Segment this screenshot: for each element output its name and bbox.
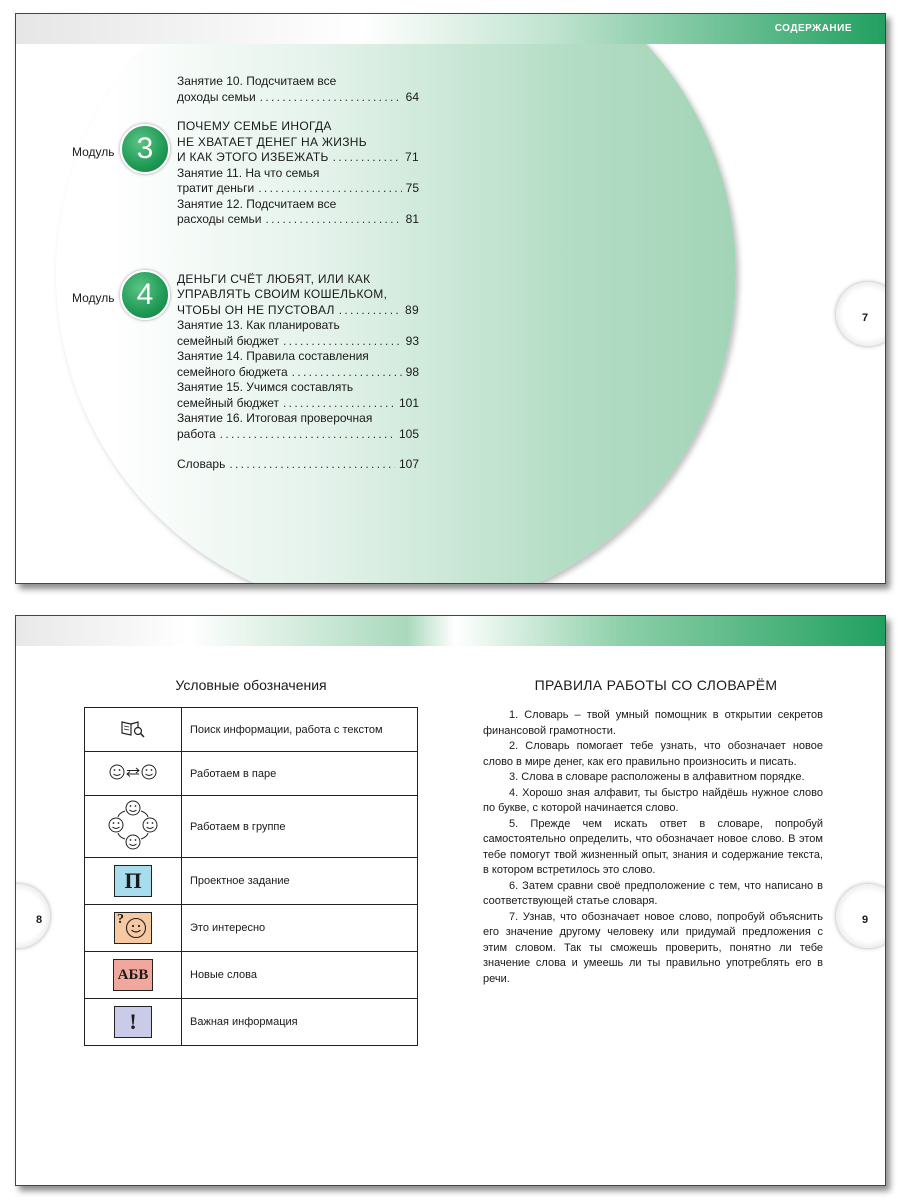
toc-page-number: 101 — [398, 395, 419, 410]
module-title-line: ЧТОБЫ ОН НЕ ПУСТОВАЛ — [177, 302, 335, 317]
header-bar — [16, 616, 885, 646]
toc-entry-text: семейного бюджета — [177, 364, 288, 379]
interesting-icon — [114, 912, 152, 944]
module-3-label: Модуль — [72, 145, 115, 159]
legend-row — [85, 708, 418, 752]
question-mark: ? — [117, 912, 124, 927]
legend-row — [85, 952, 418, 999]
rule-paragraph: 6. Затем сравни своё предположение с тем, что написано в соответствующей статье словаря. — [483, 879, 823, 907]
toc-entry-lesson-15[interactable] — [177, 380, 419, 411]
dot-leader — [333, 150, 401, 166]
toc-entry-lesson-14[interactable] — [177, 349, 419, 380]
page-number-tab-left — [15, 884, 50, 948]
module-4-label: Модуль — [72, 291, 115, 305]
module-4-number: 4 — [136, 278, 154, 311]
rule-paragraph: 1. Словарь – твой умный помощник в открытии секретов финансовой грамотности. — [483, 709, 823, 737]
legend-text: Это интересно — [182, 905, 418, 952]
pages-8-9-sheet — [15, 615, 886, 1186]
section-title: СОДЕРЖАНИЕ — [774, 23, 852, 34]
legend-row — [85, 858, 418, 905]
pair-smileys-icon — [109, 763, 157, 781]
legend-text: Поиск информации, работа с текстом — [182, 708, 418, 752]
rules-text — [483, 708, 823, 987]
toc-entry-text: работа — [177, 426, 216, 441]
legend-row — [85, 796, 418, 858]
toc-page-number: 71 — [405, 150, 419, 164]
page-number: 7 — [862, 312, 869, 324]
toc-page-number: 107 — [398, 457, 419, 471]
legend-text: Важная информация — [182, 999, 418, 1046]
dot-leader — [260, 90, 402, 106]
header-bar — [16, 14, 885, 44]
legend-text: Новые слова — [182, 952, 418, 999]
dot-leader — [258, 181, 401, 197]
toc-page-number: 75 — [405, 181, 419, 195]
rule-paragraph: 5. Прежде чем искать ответ в словаре, попробуй самостоятельно определить, что обозначает новое слово. В этом тебе помогут твой жизненный опыт, знания и содержание текста, в котором встретилось это слово. — [483, 817, 823, 876]
toc-entry-text: тратит деньги — [177, 181, 255, 195]
page-number-right: 9 — [862, 914, 869, 926]
toc-entry-lesson-13[interactable] — [177, 318, 419, 349]
page-number-tab — [836, 282, 886, 346]
new-words-icon: АБВ — [113, 959, 153, 991]
rule-paragraph: 4. Хорошо зная алфавит, ты быстро найдёшь нужное слово по букве, с которой начинается слово. — [483, 786, 823, 814]
toc-entry-lesson-12[interactable] — [177, 197, 419, 228]
dot-leader — [283, 334, 402, 350]
page-7-sheet — [15, 13, 886, 584]
toc-entry-text: семейный бюджет — [177, 333, 279, 348]
toc-page-number: 64 — [405, 89, 419, 104]
module-4-badge — [120, 270, 170, 320]
book-magnifier-icon — [120, 718, 146, 738]
toc-entry-text: Занятие 16. Итоговая проверочная — [177, 411, 373, 425]
toc-entry-module-3[interactable] — [177, 119, 419, 166]
group-smileys-icon — [107, 799, 159, 851]
toc-entry-lesson-10[interactable] — [177, 74, 419, 105]
legend-text: Работаем в группе — [182, 796, 418, 858]
toc-entry-text: доходы семьи — [177, 89, 256, 104]
legend-text: Работаем в паре — [182, 752, 418, 796]
dot-leader — [292, 365, 402, 381]
toc-page-number: 98 — [405, 364, 419, 379]
toc-entry-text: Занятие 12. Подсчитаем все — [177, 196, 337, 211]
toc-entry-text: семейный бюджет — [177, 395, 279, 410]
toc-page-number: 89 — [405, 302, 419, 317]
project-icon: П — [114, 865, 152, 897]
module-3-number: 3 — [136, 132, 154, 165]
legend-row — [85, 752, 418, 796]
dot-leader — [283, 396, 395, 412]
toc-page-number: 81 — [405, 212, 419, 226]
smiley-icon — [125, 917, 147, 939]
legend-row — [85, 905, 418, 952]
rule-paragraph: 7. Узнав, что обозначает новое слово, попробуй объяснить его значение другому человеку или придумай предложения с этим словом. Так ты сможешь проверить, понятно ли тебе значение слова и умеешь ли ты правильно употреблять его в речи. — [483, 910, 823, 985]
toc-entry-lesson-16[interactable] — [177, 411, 419, 442]
module-title-line: УПРАВЛЯТЬ СВОИМ КОШЕЛЬКОМ, — [177, 287, 388, 301]
dot-leader — [220, 427, 395, 443]
important-icon: ! — [114, 1006, 152, 1038]
dot-leader — [339, 303, 401, 319]
rules-title: ПРАВИЛА РАБОТЫ СО СЛОВАРЁМ — [534, 677, 778, 693]
dot-leader — [229, 457, 395, 473]
toc-entry-text: расходы семьи — [177, 212, 262, 226]
table-of-contents — [177, 74, 419, 473]
legend-row — [85, 999, 418, 1046]
rule-paragraph: 2. Словарь помогает тебе узнать, что обозначает новое слово в мире денег, как его правильно произносить и писать. — [483, 740, 823, 768]
toc-entry-module-4[interactable] — [177, 272, 419, 319]
toc-entry-text: Занятие 14. Правила составления — [177, 349, 369, 363]
toc-entry-text: Занятие 10. Подсчитаем все — [177, 74, 337, 88]
module-3-badge — [120, 124, 170, 174]
dot-leader — [265, 212, 401, 228]
toc-entry-lesson-11[interactable] — [177, 166, 419, 197]
page-number-tab-right — [836, 884, 886, 948]
module-title-line: НЕ ХВАТАЕТ ДЕНЕГ НА ЖИЗНЬ — [177, 134, 367, 149]
toc-entry-text: Занятие 15. Учимся составлять — [177, 380, 354, 394]
rule-paragraph: 3. Слова в словаре расположены в алфавитном порядке. — [509, 771, 805, 783]
page-number-left: 8 — [36, 914, 43, 926]
toc-page-number: 105 — [398, 426, 419, 441]
toc-entry-text: Словарь — [177, 457, 226, 471]
module-title-line: ДЕНЬГИ СЧЁТ ЛЮБЯТ, ИЛИ КАК — [177, 271, 371, 286]
toc-entry-glossary[interactable] — [177, 457, 419, 473]
legend-title: Условные обозначения — [175, 677, 327, 693]
module-title-line: И КАК ЭТОГО ИЗБЕЖАТЬ — [177, 150, 329, 164]
toc-page-number: 93 — [405, 333, 419, 348]
legend-table — [84, 707, 418, 1046]
module-title-line: ПОЧЕМУ СЕМЬЕ ИНОГДА — [177, 119, 332, 133]
toc-entry-text: Занятие 13. Как планировать — [177, 318, 340, 332]
toc-entry-text: Занятие 11. На что семья — [177, 165, 320, 180]
legend-text: Проектное задание — [182, 858, 418, 905]
